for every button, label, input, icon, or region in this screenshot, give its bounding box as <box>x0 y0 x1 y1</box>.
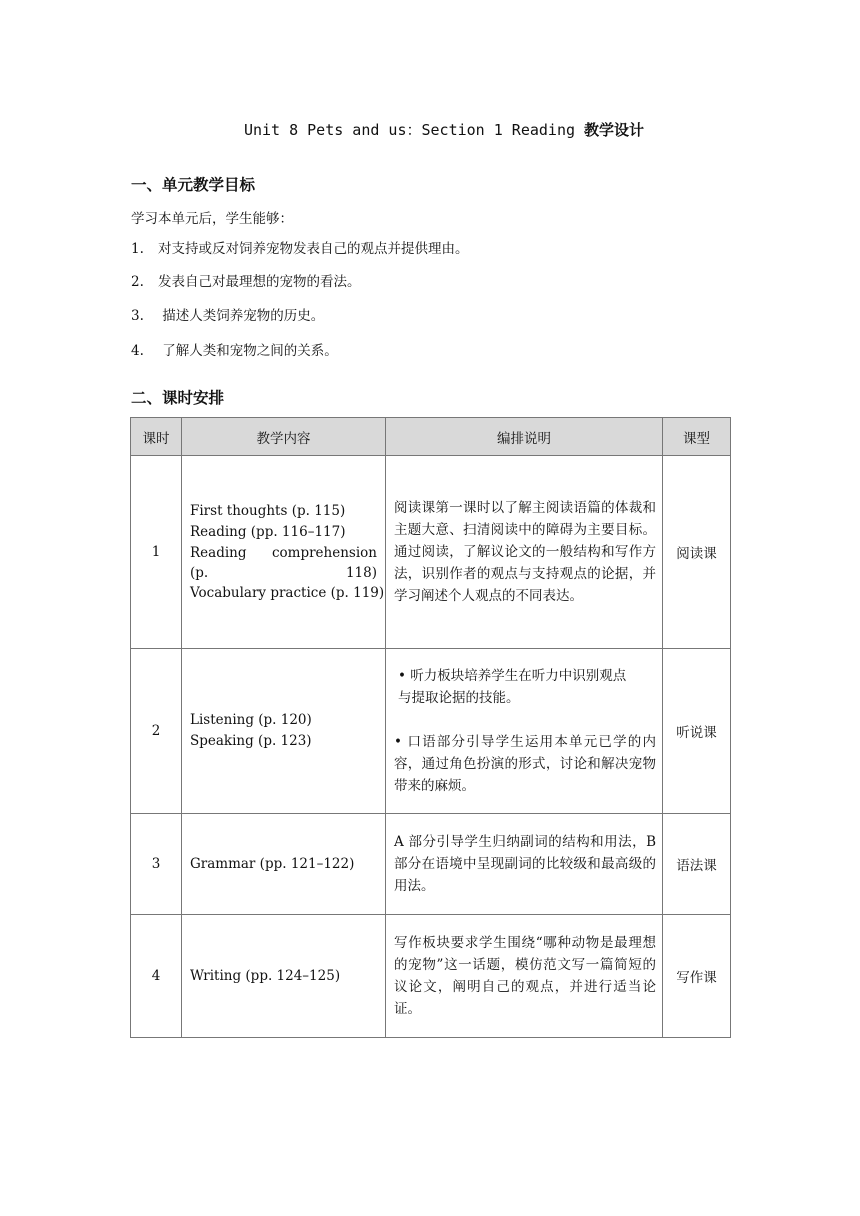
goal-text: 对支持或反对饲养宠物发表自己的观点并提供理由。 <box>158 241 469 257</box>
table-row <box>131 915 731 1038</box>
content-line: Grammar (pp. 121–122) <box>190 855 355 872</box>
goal-item-3 <box>131 304 324 324</box>
period-number: 2 <box>131 649 182 814</box>
section-heading-schedule: 二、课时安排 <box>131 389 225 407</box>
content-line: Speaking (p. 123) <box>190 733 312 749</box>
content-line: Vocabulary practice (p. 119) <box>190 584 385 601</box>
lesson-type: 写作课 <box>663 915 731 1038</box>
table-row <box>131 456 731 649</box>
content-line-text: Reading comprehension (p. 118) <box>190 544 377 581</box>
lesson-type: 听说课 <box>663 649 731 814</box>
lesson-type: 语法课 <box>663 814 731 915</box>
goal-text: 发表自己对最理想的宠物的看法。 <box>158 274 361 290</box>
notes-item-listening: • 听力板块培养学生在听力中识别观点与提取论据的技能。 <box>398 668 627 706</box>
schedule-table <box>130 417 731 1038</box>
lesson-content <box>182 456 386 649</box>
lesson-content <box>182 915 386 1038</box>
goal-item-4 <box>131 339 338 359</box>
lesson-type: 阅读课 <box>663 456 731 649</box>
section-heading-goals: 一、单元教学目标 <box>131 176 256 194</box>
document-title <box>0 119 860 140</box>
goals-intro: 学习本单元后，学生能够： <box>131 211 293 227</box>
content-line <box>190 543 377 583</box>
goal-text: 描述人类饲养宠物的历史。 <box>158 308 325 324</box>
period-number: 3 <box>131 814 182 915</box>
table-row <box>131 649 731 814</box>
table-row <box>131 814 731 915</box>
title-chinese: 教学设计 <box>584 121 645 139</box>
header-period: 课时 <box>131 418 182 456</box>
arrangement-notes: 写作板块要求学生围绕“哪种动物是最理想的宠物”这一话题，模仿范文写一篇简短的议论文，阐明自己的观点，并进行适当论证。 <box>386 915 663 1038</box>
header-notes: 编排说明 <box>386 418 663 456</box>
arrangement-notes: A 部分引导学生归纳副词的结构和用法，B 部分在语境中呈现副词的比较级和最高级的用法。 <box>386 814 663 915</box>
period-number: 4 <box>131 915 182 1038</box>
goal-number: 2. <box>131 274 144 290</box>
notes-item-speaking: • 口语部分引导学生运用本单元已学的内容，通过角色扮演的形式，讨论和解决宠物带来的麻烦。 <box>394 734 656 794</box>
header-type: 课型 <box>663 418 731 456</box>
content-line: Listening (p. 120) <box>190 712 312 728</box>
arrangement-notes <box>386 649 663 814</box>
goal-item-1 <box>131 237 469 257</box>
lesson-content <box>182 649 386 814</box>
table-header-row <box>131 418 731 456</box>
goal-number: 1. <box>131 241 144 257</box>
content-line: Reading (pp. 116–117) <box>190 523 346 540</box>
goal-item-2 <box>131 270 361 290</box>
arrangement-notes: 阅读课第一课时以了解主阅读语篇的体裁和主题大意、扫清阅读中的障碍为主要目标。通过阅读，了解议论文的一般结构和写作方法，识别作者的观点与支持观点的论据，并学习阐述个人观点的不同表达。 <box>386 456 663 649</box>
goal-number: 4. <box>131 343 144 359</box>
period-number: 1 <box>131 456 182 649</box>
lesson-content <box>182 814 386 915</box>
content-line: First thoughts (p. 115) <box>190 502 346 519</box>
content-line: Writing (pp. 124–125) <box>190 967 341 984</box>
header-content: 教学内容 <box>182 418 386 456</box>
goal-number: 3. <box>131 308 144 324</box>
goal-text: 了解人类和宠物之间的关系。 <box>158 343 338 359</box>
title-english: Unit 8 Pets and us：Section 1 Reading <box>243 121 585 139</box>
